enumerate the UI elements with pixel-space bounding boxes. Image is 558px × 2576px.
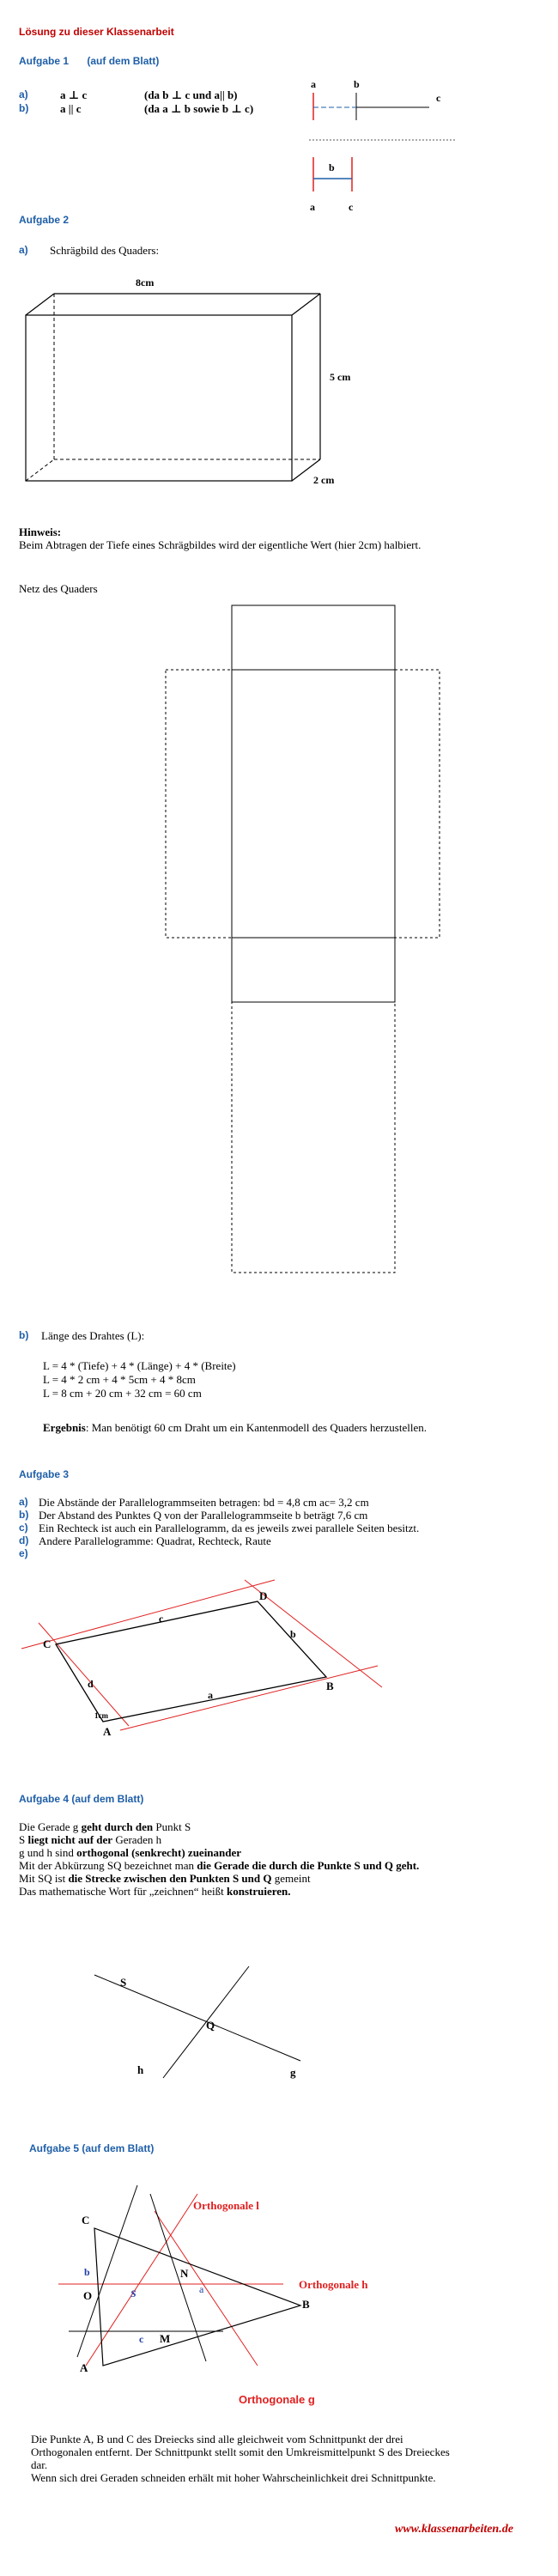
label-b: b — [84, 2266, 90, 2278]
point-C: C — [43, 1637, 52, 1650]
task-5-line-1: Die Punkte A, B und C des Dreiecks sind alle gleichweit vom Schnittpunkt der drei — [31, 2433, 403, 2445]
label-a: a — [199, 2283, 204, 2295]
point-N: N — [180, 2267, 189, 2280]
side-c: c — [159, 1613, 164, 1625]
hint-text: Beim Abtragen der Tiefe eines Schrägbildes wird der eigentliche Wert (hier 2cm) halbiert. — [19, 538, 422, 551]
result-label: Ergebnis — [43, 1421, 86, 1434]
point-A: A — [103, 1725, 112, 1738]
net-face-left — [166, 670, 232, 938]
cuboid-net-figure — [159, 601, 442, 1279]
formula-1: L = 4 * (Tiefe) + 4 * (Länge) + 4 * (Breite) — [43, 1359, 236, 1372]
formula-2: L = 4 * 2 cm + 4 * 5cm + 4 * 8cm — [43, 1373, 196, 1386]
task-1-heading-note: (auf dem Blatt) — [87, 55, 160, 67]
orthogonal-h-label: Orthogonale h — [299, 2278, 368, 2291]
task-2b-text: Länge des Drahtes (L): — [41, 1329, 145, 1342]
dim-depth-label: 2 cm — [313, 474, 335, 485]
label-c: c — [139, 2333, 144, 2345]
task-2a-label: a) — [19, 244, 28, 256]
orthogonal-g-label: Orthogonale g — [239, 2393, 315, 2406]
task-1a-relation: a ⊥ c — [60, 88, 88, 101]
orthogonal-l-label: Orthogonale l — [193, 2199, 259, 2212]
result-text: : Man benötigt 60 cm Draht um ein Kantenmodell des Quaders herzustellen. — [85, 1421, 427, 1434]
side-b: b — [290, 1628, 296, 1640]
point-O: O — [83, 2289, 93, 2302]
task-5-text — [31, 2433, 450, 2484]
task-3d-label: d) — [19, 1534, 29, 1546]
parallelogram-ABCD — [56, 1601, 326, 1722]
point-Q: Q — [206, 2019, 215, 2032]
cuboid-front-face — [26, 315, 292, 481]
task-4-heading: Aufgabe 4 (auf dem Blatt) — [19, 1793, 144, 1805]
task-4-line-1: Die Gerade g geht durch den Punkt S — [19, 1820, 191, 1833]
task-5-line-3: dar. — [31, 2458, 48, 2471]
fig1-label-c: c — [436, 92, 441, 104]
task-3a-label: a) — [19, 1496, 28, 1508]
net-title: Netz des Quaders — [19, 582, 98, 595]
task-2a-text: Schrägbild des Quaders: — [50, 244, 160, 257]
point-S: S — [130, 2287, 136, 2300]
cuboid-edge-tr — [292, 294, 320, 315]
task-2b-label: b) — [19, 1329, 29, 1341]
task-4-line-6: Das mathematische Wort für „zeichnen“ heißt konstruieren. — [19, 1885, 291, 1898]
label-h: h — [137, 2063, 144, 2076]
fig1-label-c2: c — [349, 201, 354, 213]
hint-title: Hinweis: — [19, 526, 62, 538]
net-face-bottom — [232, 938, 395, 1002]
task-1a-label: a) — [19, 88, 28, 100]
fig1-label-a2: a — [310, 201, 315, 213]
lines-g-h-figure — [69, 1949, 343, 2087]
task-4-line-2: S liegt nicht auf der Geraden h — [19, 1833, 162, 1846]
task-4-line-3: g und h sind orthogonal (senkrecht) zueinander — [19, 1846, 242, 1859]
task-5-line-4: Wenn sich drei Geraden schneiden erhält mit hoher Wahrscheinlichkeit drei Schnittpunkte. — [31, 2471, 436, 2484]
net-face-right — [395, 670, 440, 938]
task-3a-text: Die Abstände der Parallelogrammseiten betragen: bd = 4,8 cm ac= 3,2 cm — [39, 1496, 369, 1509]
point-B: B — [302, 2298, 310, 2311]
task-3d-text: Andere Parallelogramme: Quadrat, Rechteck, Raute — [39, 1534, 271, 1547]
task-3c-label: c) — [19, 1522, 28, 1534]
task-1b-label: b) — [19, 102, 29, 114]
task-4-text — [19, 1820, 419, 1898]
label-g: g — [290, 2066, 296, 2079]
task-3b-label: b) — [19, 1509, 29, 1521]
red-line-a-parallel — [120, 1666, 378, 1730]
point-A: A — [80, 2361, 88, 2374]
net-face-top — [232, 605, 395, 670]
net-face-front — [232, 670, 395, 938]
task-1-heading — [19, 55, 159, 67]
fig1-label-b2: b — [329, 161, 335, 173]
formula-3: L = 8 cm + 20 cm + 32 cm = 60 cm — [43, 1387, 202, 1400]
task-1b-reason: (da a ⊥ b sowie b ⊥ c) — [144, 102, 254, 115]
task-1-heading-text: Aufgabe 1 — [19, 55, 70, 67]
unit-label: 1cm — [94, 1711, 108, 1720]
side-a: a — [208, 1689, 213, 1701]
circumcenter-figure — [52, 2160, 412, 2374]
side-d: d — [88, 1678, 94, 1690]
task-5-line-2: Orthogonalen entfernt. Der Schnittpunkt stellt somit den Umkreismittelpunkt S des Dreieckes — [31, 2445, 450, 2458]
page-title: Lösung zu dieser Klassenarbeit — [19, 26, 174, 38]
cuboid-edge-tl — [26, 294, 54, 315]
result-line — [43, 1421, 427, 1434]
task-5-heading: Aufgabe 5 (auf dem Blatt) — [29, 2142, 155, 2154]
task-1a-reason: (da b ⊥ c und a|| b) — [144, 88, 238, 101]
dim-right-label: 5 cm — [330, 371, 351, 383]
task-4-line-5: Mit SQ ist die Strecke zwischen den Punkten S und Q gemeint — [19, 1872, 311, 1885]
red-line-c-parallel — [21, 1580, 275, 1649]
point-B: B — [326, 1680, 334, 1692]
fig1-label-b: b — [354, 78, 360, 90]
point-C: C — [82, 2214, 90, 2227]
task-1-figure — [300, 76, 464, 222]
task-3b-text: Der Abstand des Punktes Q von der Parallelogrammseite b beträgt 7,6 cm — [39, 1509, 368, 1522]
task-3-heading: Aufgabe 3 — [19, 1468, 70, 1480]
fig1-label-a: a — [311, 78, 316, 90]
task-4-line-4: Mit der Abkürzung SQ bezeichnet man die Gerade die durch die Punkte S und Q geht. — [19, 1859, 420, 1872]
point-D: D — [259, 1589, 268, 1602]
triangle-ABC — [94, 2228, 300, 2366]
task-3e-label: e) — [19, 1547, 28, 1559]
cuboid-oblique-figure — [17, 270, 386, 485]
point-M: M — [160, 2332, 171, 2345]
line-extra-2 — [150, 2194, 206, 2361]
dim-top-label: 8cm — [136, 276, 155, 289]
task-2-heading: Aufgabe 2 — [19, 214, 70, 226]
task-1b-relation: a || c — [60, 102, 82, 115]
parallelogram-figure — [17, 1567, 395, 1739]
net-face-back — [232, 1002, 395, 1273]
footer-link[interactable]: www.klassenarbeiten.de — [395, 2523, 513, 2536]
task-3c-text: Ein Rechteck ist auch ein Parallelogramm, da es jeweils zwei parallele Seiten besitzt. — [39, 1522, 420, 1534]
point-S: S — [120, 1976, 127, 1989]
cuboid-hidden-edge-bl — [26, 459, 54, 481]
